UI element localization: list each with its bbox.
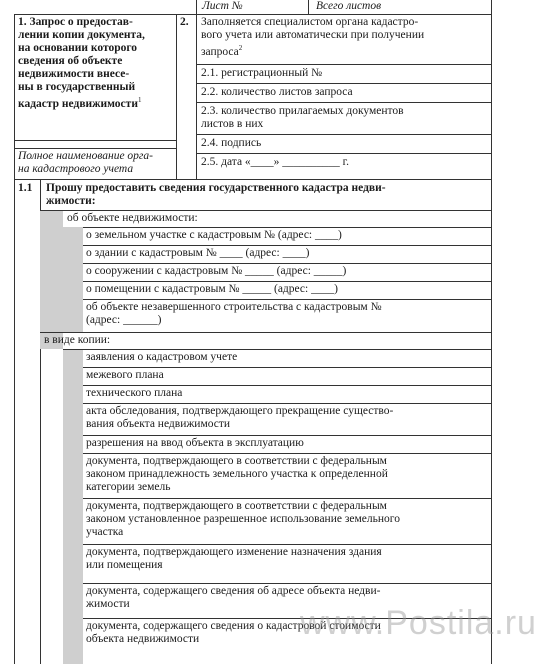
intro-line <box>201 42 489 59</box>
copies-group-label-row <box>40 332 492 349</box>
item-label: акта обследования, подтверждающего прекращение существо- <box>86 405 394 417</box>
item-label: технического плана <box>86 387 183 399</box>
item-label: категории земель <box>86 481 171 493</box>
item-label: о земельном участке с кадастровым № (адрес: ____) <box>86 229 342 241</box>
header-divider-right <box>491 0 492 14</box>
section1-line: сведения об объекте <box>18 55 123 67</box>
footnote-marker: 2 <box>238 44 243 52</box>
intro-line: вого учета или автоматически при получении <box>201 29 425 41</box>
item-label: документа, подтверждающего в соответствии с федеральным <box>86 455 387 467</box>
field-label: 2.4. подпись <box>201 137 262 149</box>
copy-items-checkbox-column <box>63 349 83 664</box>
section1-line: лении копии документа, <box>18 29 145 41</box>
item-label: межевого плана <box>86 369 164 381</box>
intro-line-text: запроса <box>201 45 239 58</box>
field-signature[interactable] <box>196 134 492 153</box>
section1-title <box>18 16 174 111</box>
section1-line-text: Запрос о предостав- <box>29 16 133 28</box>
copy-item-checkbox[interactable] <box>83 403 492 435</box>
object-group-label: об объекте недвижимости: <box>67 212 198 224</box>
object-items-checkbox-column <box>63 227 83 332</box>
section11-title-line: жимости: <box>46 195 96 207</box>
section1-line: недвижимости внесе- <box>18 68 130 80</box>
field-sheet-count[interactable] <box>196 83 492 102</box>
section2-intro <box>201 16 489 59</box>
item-label: законом принадлежность земельного участка к определенной <box>86 468 388 480</box>
field-attached-docs[interactable] <box>196 102 492 134</box>
copy-item-checkbox[interactable] <box>83 498 492 544</box>
item-label: документа, содержащего сведения о кадастровой стоимости <box>86 620 381 632</box>
caption-line: на кадастрового учета <box>18 163 134 175</box>
watermark: www.Postila.ru <box>300 604 537 642</box>
section11-title <box>46 182 486 208</box>
total-sheets-label: Всего листов <box>316 0 382 12</box>
copy-item-checkbox[interactable] <box>83 367 492 385</box>
field-label: 2.5. дата «____» __________ г. <box>201 156 349 168</box>
intro-line: Заполняется специалистом органа кадастро- <box>201 16 419 28</box>
item-label: разрешения на ввод объекта в эксплуатацию <box>86 437 304 449</box>
object-item-checkbox[interactable] <box>83 245 492 263</box>
object-item-checkbox[interactable] <box>83 281 492 299</box>
section2-number: 2. <box>180 16 189 28</box>
section1-line-text: кадастр недвижимости <box>18 97 138 110</box>
item-label: заявления о кадастровом учете <box>86 351 238 363</box>
item-label: документа, содержащего сведения об адресе объекта недви- <box>86 585 381 597</box>
field-label: 2.1. регистрационный № <box>201 67 323 79</box>
field-date[interactable] <box>196 153 492 180</box>
header-divider-left <box>196 0 197 14</box>
section1-line <box>18 94 174 111</box>
object-group-checkbox[interactable] <box>63 210 492 227</box>
object-item-checkbox[interactable] <box>83 227 492 245</box>
item-label: законом установленное разрешенное использование земельного <box>86 513 400 525</box>
item-label: объекта недвижимости <box>86 633 200 645</box>
item-label: об объекте незавершенного строительства с кадастровым № <box>86 301 382 313</box>
field-label: 2.2. количество листов запроса <box>201 86 353 98</box>
footnote-marker: 1 <box>137 96 142 104</box>
top-divider <box>176 14 177 180</box>
copy-item-checkbox[interactable] <box>83 349 492 367</box>
item-label: о здании с кадастровым № ____ (адрес: ____) <box>86 247 310 259</box>
field-registration-number[interactable] <box>196 64 492 83</box>
sheet-number-label: Лист № <box>202 0 243 12</box>
object-item-checkbox[interactable] <box>83 263 492 281</box>
copy-item-checkbox[interactable] <box>83 453 492 498</box>
section1-caption-rule-2 <box>14 148 176 149</box>
section1-caption-rule <box>14 140 176 141</box>
object-checkbox-column <box>40 210 63 332</box>
copy-item-checkbox[interactable] <box>83 435 492 453</box>
section1-number: 1. <box>18 16 27 28</box>
item-label: документа, подтверждающего в соответствии с федеральным <box>86 500 387 512</box>
item-label: (адрес: ______) <box>86 314 162 326</box>
section1-line: на основании которого <box>18 42 138 54</box>
object-item-checkbox[interactable] <box>83 299 492 332</box>
copy-item-checkbox[interactable] <box>83 385 492 403</box>
section11-number: 1.1 <box>18 182 33 194</box>
section1-caption <box>18 150 174 176</box>
item-label: о сооружении с кадастровым № _____ (адрес: _____) <box>86 265 347 277</box>
field-label: 2.3. количество прилагаемых документов <box>201 105 404 117</box>
item-label: жимости <box>86 598 130 610</box>
copies-label: в виде копии: <box>44 334 111 346</box>
section1-line: ны в государственный <box>18 81 136 93</box>
field-label: листов в них <box>201 118 264 130</box>
caption-line: Полное наименование орга- <box>18 150 153 162</box>
item-label: документа, подтверждающего изменение назначения здания <box>86 546 382 558</box>
item-label: участка <box>86 526 124 538</box>
section1-line <box>18 16 174 29</box>
section11-title-line: Прошу предоставить сведения государственного кадастра недви- <box>46 182 386 194</box>
item-label: или помещения <box>86 559 163 571</box>
item-label: вания объекта недвижимости <box>86 418 231 430</box>
copy-item-checkbox[interactable] <box>83 544 492 583</box>
item-label: о помещении с кадастровым № _____ (адрес: ____) <box>86 283 338 295</box>
header-divider-mid <box>308 0 309 14</box>
